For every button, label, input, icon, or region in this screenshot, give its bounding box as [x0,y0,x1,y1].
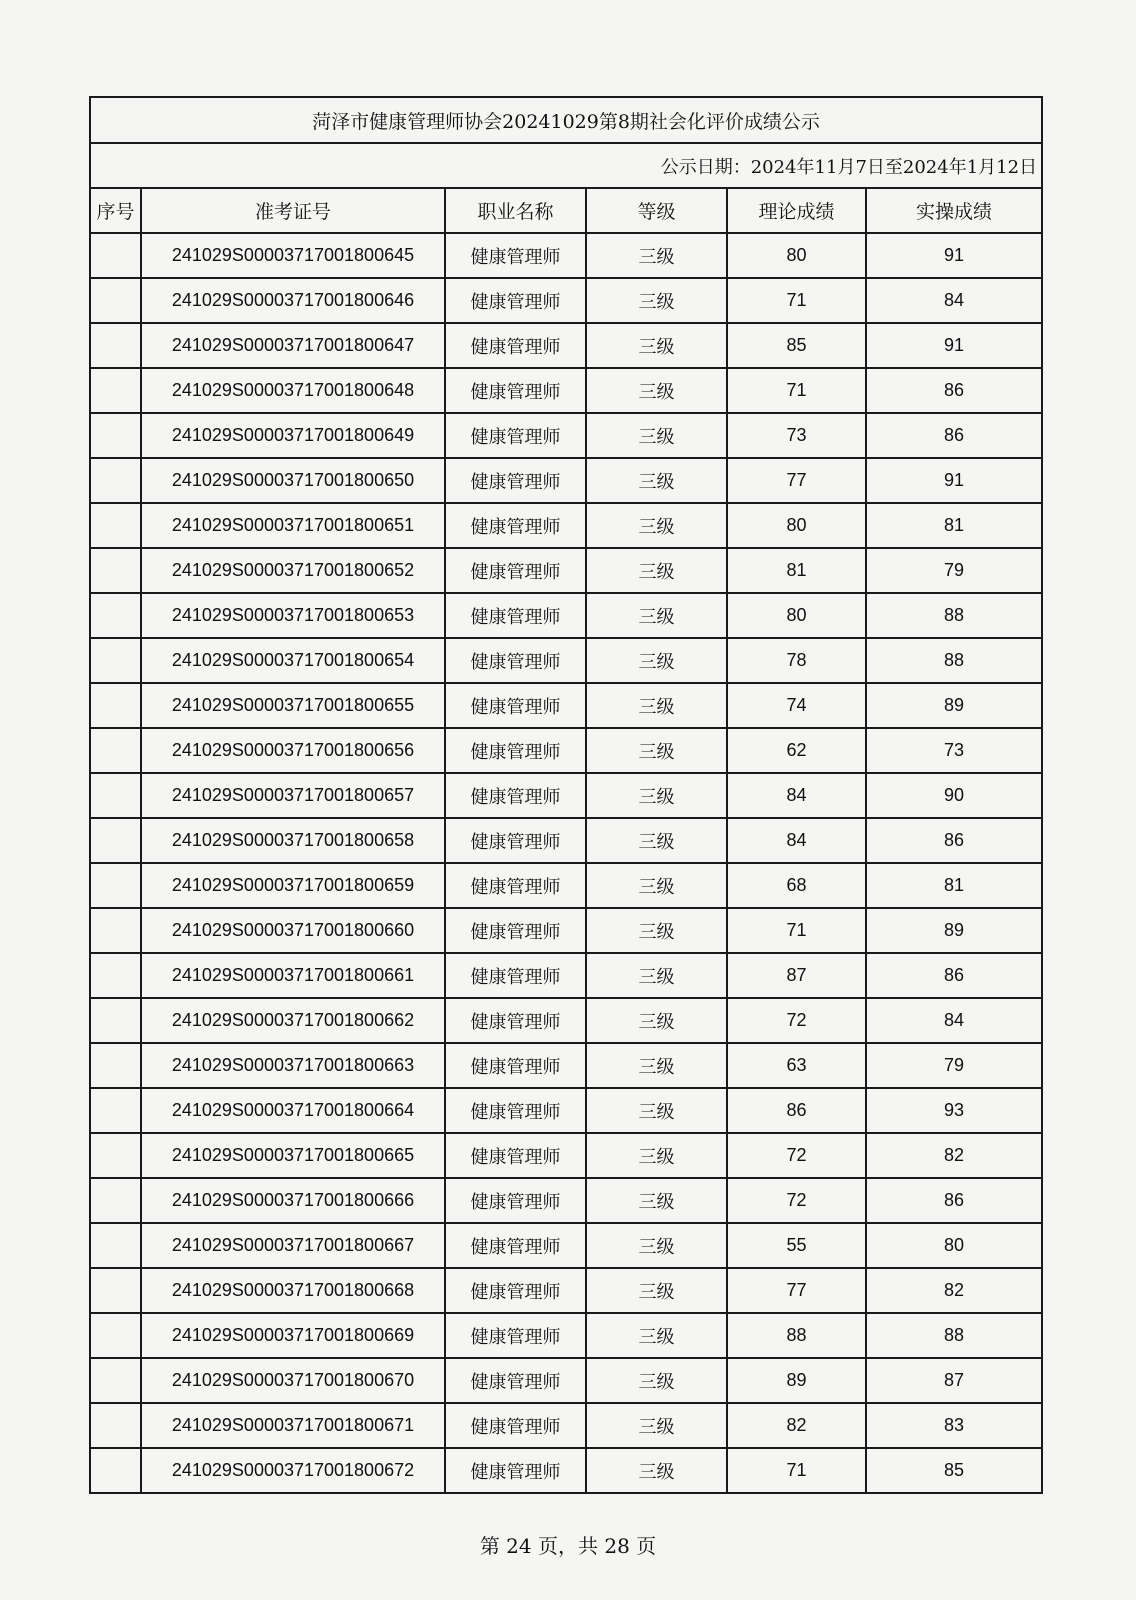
cell-practical-score: 89 [866,683,1042,728]
cell-theory-score: 84 [727,773,866,818]
cell-level: 三级 [586,1313,727,1358]
cell-level: 三级 [586,953,727,998]
cell-theory-score: 81 [727,548,866,593]
cell-theory-score: 63 [727,1043,866,1088]
cell-theory-score: 72 [727,998,866,1043]
cell-level: 三级 [586,638,727,683]
cell-exam-id: 241029S00003717001800665 [141,1133,445,1178]
table-row [90,953,1042,998]
score-table [89,96,1043,1494]
table-row [90,728,1042,773]
cell-seq [90,593,141,638]
cell-theory-score: 71 [727,368,866,413]
cell-seq [90,413,141,458]
cell-theory-score: 73 [727,413,866,458]
cell-occupation: 健康管理师 [445,1448,586,1493]
cell-exam-id: 241029S00003717001800657 [141,773,445,818]
cell-occupation: 健康管理师 [445,1403,586,1448]
cell-seq [90,683,141,728]
cell-exam-id: 241029S00003717001800670 [141,1358,445,1403]
cell-practical-score: 80 [866,1223,1042,1268]
cell-practical-score: 89 [866,908,1042,953]
table-row [90,1358,1042,1403]
cell-level: 三级 [586,368,727,413]
cell-exam-id: 241029S00003717001800669 [141,1313,445,1358]
cell-practical-score: 86 [866,818,1042,863]
cell-occupation: 健康管理师 [445,818,586,863]
cell-occupation: 健康管理师 [445,233,586,278]
cell-theory-score: 72 [727,1178,866,1223]
cell-theory-score: 62 [727,728,866,773]
cell-occupation: 健康管理师 [445,1313,586,1358]
cell-practical-score: 84 [866,278,1042,323]
cell-seq [90,1403,141,1448]
cell-occupation: 健康管理师 [445,1178,586,1223]
table-row [90,1313,1042,1358]
cell-theory-score: 77 [727,1268,866,1313]
table-row [90,413,1042,458]
cell-level: 三级 [586,818,727,863]
cell-level: 三级 [586,593,727,638]
title-row [90,97,1042,143]
cell-seq [90,233,141,278]
table-row [90,1448,1042,1493]
cell-level: 三级 [586,278,727,323]
table-row [90,1088,1042,1133]
cell-level: 三级 [586,1133,727,1178]
cell-practical-score: 88 [866,593,1042,638]
cell-exam-id: 241029S00003717001800671 [141,1403,445,1448]
table-row [90,368,1042,413]
header-occupation: 职业名称 [445,188,586,233]
cell-exam-id: 241029S00003717001800658 [141,818,445,863]
cell-exam-id: 241029S00003717001800659 [141,863,445,908]
cell-practical-score: 84 [866,998,1042,1043]
cell-theory-score: 78 [727,638,866,683]
cell-theory-score: 84 [727,818,866,863]
cell-practical-score: 86 [866,953,1042,998]
cell-practical-score: 90 [866,773,1042,818]
cell-exam-id: 241029S00003717001800651 [141,503,445,548]
cell-seq [90,1313,141,1358]
cell-seq [90,1133,141,1178]
cell-theory-score: 80 [727,233,866,278]
cell-theory-score: 82 [727,1403,866,1448]
cell-level: 三级 [586,233,727,278]
cell-exam-id: 241029S00003717001800655 [141,683,445,728]
table-row [90,1178,1042,1223]
cell-seq [90,1223,141,1268]
cell-seq [90,278,141,323]
cell-exam-id: 241029S00003717001800662 [141,998,445,1043]
date-row [90,143,1042,188]
table-row [90,548,1042,593]
cell-level: 三级 [586,683,727,728]
table-row [90,683,1042,728]
cell-seq [90,458,141,503]
page-number: 第 24 页，共 28 页 [479,1534,657,1558]
cell-theory-score: 71 [727,1448,866,1493]
cell-seq [90,1088,141,1133]
cell-occupation: 健康管理师 [445,908,586,953]
cell-practical-score: 79 [866,1043,1042,1088]
cell-practical-score: 82 [866,1268,1042,1313]
cell-theory-score: 80 [727,503,866,548]
cell-exam-id: 241029S00003717001800666 [141,1178,445,1223]
cell-seq [90,773,141,818]
cell-exam-id: 241029S00003717001800645 [141,233,445,278]
cell-exam-id: 241029S00003717001800653 [141,593,445,638]
cell-practical-score: 73 [866,728,1042,773]
cell-practical-score: 91 [866,323,1042,368]
cell-level: 三级 [586,1043,727,1088]
cell-seq [90,998,141,1043]
table-row [90,503,1042,548]
document-title: 菏泽市健康管理师协会20241029第8期社会化评价成绩公示 [90,97,1042,143]
cell-occupation: 健康管理师 [445,953,586,998]
cell-theory-score: 86 [727,1088,866,1133]
cell-practical-score: 87 [866,1358,1042,1403]
cell-exam-id: 241029S00003717001800661 [141,953,445,998]
cell-level: 三级 [586,998,727,1043]
cell-seq [90,953,141,998]
cell-occupation: 健康管理师 [445,1133,586,1178]
cell-seq [90,1043,141,1088]
cell-occupation: 健康管理师 [445,323,586,368]
cell-theory-score: 55 [727,1223,866,1268]
cell-practical-score: 91 [866,233,1042,278]
cell-practical-score: 91 [866,458,1042,503]
cell-seq [90,368,141,413]
cell-exam-id: 241029S00003717001800664 [141,1088,445,1133]
cell-occupation: 健康管理师 [445,1358,586,1403]
cell-practical-score: 86 [866,1178,1042,1223]
cell-practical-score: 82 [866,1133,1042,1178]
cell-exam-id: 241029S00003717001800650 [141,458,445,503]
cell-exam-id: 241029S00003717001800648 [141,368,445,413]
cell-theory-score: 77 [727,458,866,503]
cell-theory-score: 89 [727,1358,866,1403]
cell-occupation: 健康管理师 [445,998,586,1043]
table-body [90,233,1042,1493]
cell-theory-score: 68 [727,863,866,908]
cell-level: 三级 [586,1268,727,1313]
cell-occupation: 健康管理师 [445,368,586,413]
table-row [90,863,1042,908]
cell-level: 三级 [586,1088,727,1133]
cell-seq [90,503,141,548]
cell-level: 三级 [586,548,727,593]
cell-practical-score: 86 [866,368,1042,413]
cell-level: 三级 [586,863,727,908]
cell-level: 三级 [586,413,727,458]
header-theory-score: 理论成绩 [727,188,866,233]
cell-practical-score: 85 [866,1448,1042,1493]
cell-seq [90,908,141,953]
table-row [90,233,1042,278]
cell-seq [90,728,141,773]
cell-theory-score: 85 [727,323,866,368]
cell-level: 三级 [586,1448,727,1493]
table-row [90,998,1042,1043]
header-practical-score: 实操成绩 [866,188,1042,233]
table-row [90,458,1042,503]
cell-occupation: 健康管理师 [445,1223,586,1268]
table-row [90,908,1042,953]
cell-theory-score: 71 [727,278,866,323]
cell-level: 三级 [586,908,727,953]
cell-exam-id: 241029S00003717001800668 [141,1268,445,1313]
cell-level: 三级 [586,458,727,503]
cell-occupation: 健康管理师 [445,458,586,503]
cell-level: 三级 [586,1403,727,1448]
cell-exam-id: 241029S00003717001800656 [141,728,445,773]
cell-occupation: 健康管理师 [445,593,586,638]
table-row [90,323,1042,368]
cell-level: 三级 [586,323,727,368]
cell-level: 三级 [586,1223,727,1268]
cell-theory-score: 72 [727,1133,866,1178]
header-exam-id: 准考证号 [141,188,445,233]
cell-practical-score: 79 [866,548,1042,593]
cell-exam-id: 241029S00003717001800667 [141,1223,445,1268]
publication-date: 公示日期：2024年11月7日至2024年1月12日 [90,143,1042,188]
table-row [90,1133,1042,1178]
cell-theory-score: 74 [727,683,866,728]
cell-practical-score: 86 [866,413,1042,458]
cell-practical-score: 88 [866,1313,1042,1358]
cell-seq [90,548,141,593]
cell-occupation: 健康管理师 [445,1043,586,1088]
cell-practical-score: 83 [866,1403,1042,1448]
cell-occupation: 健康管理师 [445,1088,586,1133]
cell-exam-id: 241029S00003717001800660 [141,908,445,953]
table-row [90,773,1042,818]
cell-occupation: 健康管理师 [445,863,586,908]
cell-seq [90,1268,141,1313]
cell-occupation: 健康管理师 [445,728,586,773]
cell-theory-score: 87 [727,953,866,998]
header-seq: 序号 [90,188,141,233]
cell-level: 三级 [586,773,727,818]
cell-occupation: 健康管理师 [445,683,586,728]
cell-occupation: 健康管理师 [445,773,586,818]
cell-level: 三级 [586,1178,727,1223]
cell-level: 三级 [586,503,727,548]
table-row [90,638,1042,683]
header-level: 等级 [586,188,727,233]
cell-theory-score: 71 [727,908,866,953]
cell-exam-id: 241029S00003717001800672 [141,1448,445,1493]
table-row [90,818,1042,863]
table-row [90,1223,1042,1268]
cell-exam-id: 241029S00003717001800649 [141,413,445,458]
header-row [90,188,1042,233]
cell-seq [90,323,141,368]
cell-practical-score: 93 [866,1088,1042,1133]
cell-level: 三级 [586,1358,727,1403]
cell-exam-id: 241029S00003717001800663 [141,1043,445,1088]
cell-theory-score: 80 [727,593,866,638]
cell-practical-score: 81 [866,863,1042,908]
cell-exam-id: 241029S00003717001800652 [141,548,445,593]
cell-seq [90,1448,141,1493]
cell-occupation: 健康管理师 [445,1268,586,1313]
cell-exam-id: 241029S00003717001800646 [141,278,445,323]
cell-occupation: 健康管理师 [445,638,586,683]
cell-seq [90,1358,141,1403]
table-row [90,1403,1042,1448]
table-row [90,593,1042,638]
cell-seq [90,638,141,683]
cell-exam-id: 241029S00003717001800647 [141,323,445,368]
table-row [90,1043,1042,1088]
cell-seq [90,818,141,863]
cell-seq [90,1178,141,1223]
cell-occupation: 健康管理师 [445,413,586,458]
cell-practical-score: 88 [866,638,1042,683]
cell-exam-id: 241029S00003717001800654 [141,638,445,683]
cell-occupation: 健康管理师 [445,278,586,323]
table-row [90,1268,1042,1313]
cell-occupation: 健康管理师 [445,548,586,593]
cell-seq [90,863,141,908]
cell-occupation: 健康管理师 [445,503,586,548]
cell-theory-score: 88 [727,1313,866,1358]
table-row [90,278,1042,323]
cell-practical-score: 81 [866,503,1042,548]
cell-level: 三级 [586,728,727,773]
